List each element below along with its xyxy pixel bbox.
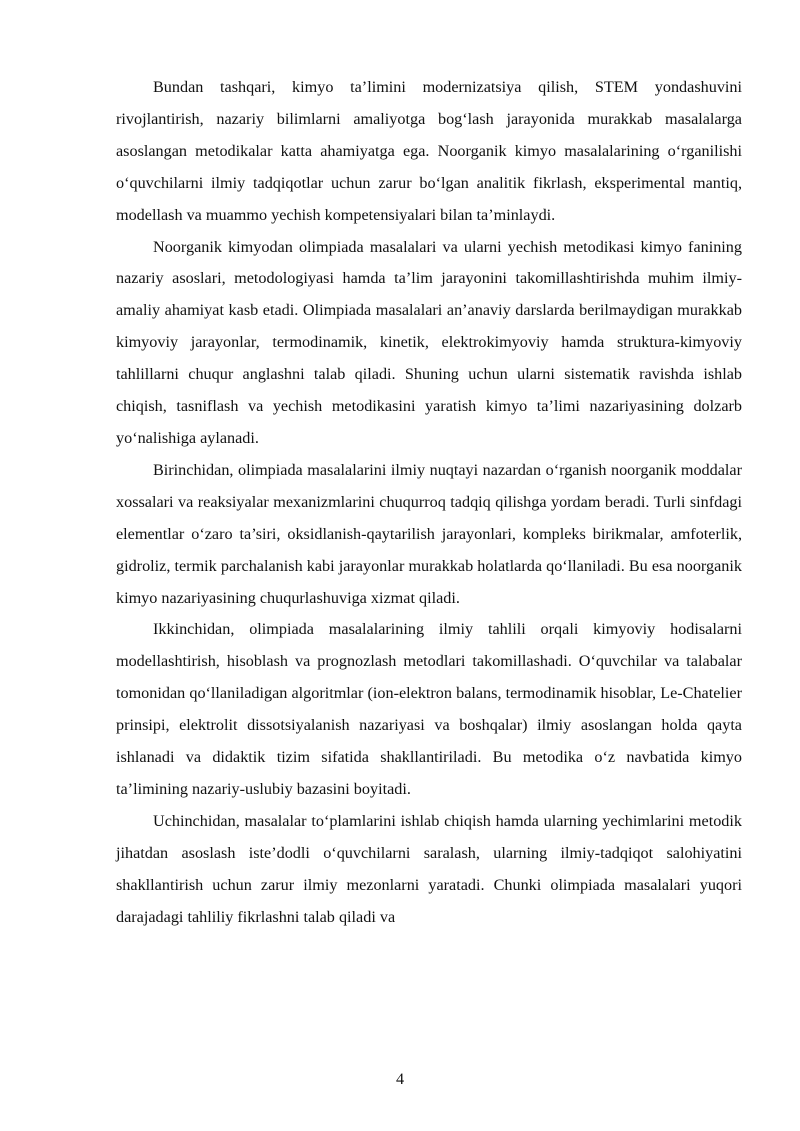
paragraph-thirdly: Uchinchidan, masalalar to‘plamlarini ishlab chiqish hamda ularning yechimlarini metodik jihatdan asoslash iste’dodli o‘quvchilarni saralash, ularning ilmiy-tadqiqot salohiyatini shakllantirish uchun zarur ilmiy mezonlarni yaratadi. Chunki olimpiada masalalari yuqori darajadagi tahliliy fikrlashni talab qiladi va (116, 811, 742, 926)
paragraph-firstly: Birinchidan, olimpiada masalalarini ilmiy nuqtayi nazardan o‘rganish noorganik moddalar xossalari va reaksiyalar mexanizmlarini chuqurroq tadqiq qilishga yordam beradi. Turli sinfdagi elementlar o‘zaro ta’siri, oksidlanish-qaytarilish jarayonlari, kompleks birikmalar, amfoterlik, gidroliz, termik parchalanish kabi jarayonlar murakkab holatlarda qo‘llaniladi. Bu esa noorganik kimyo nazariyasining chuqurlashuviga xizmat qiladi. (116, 460, 742, 607)
paragraph-modernization: Bundan tashqari, kimyo ta’limini modernizatsiya qilish, STEM yondashuvini rivojlantirish, nazariy bilimlarni amaliyotga bog‘lash jarayonida murakkab masalalarga asoslangan metodikalar katta ahamiyatga ega. Noorganik kimyo masalalarining o‘rganilishi o‘quvchilarni ilmiy tadqiqotlar uchun zarur bo‘lgan analitik fikrlash, eksperimental mantiq, modellash va muammo yechish kompetensiyalari bilan ta’minlaydi. (116, 78, 742, 224)
page-number: 4 (395, 1070, 405, 1088)
paragraph-olympiad-methodology: Noorganik kimyodan olimpiada masalalari va ularni yechish metodikasi kimyo fanining nazariy asoslari, metodologiyasi hamda ta’lim jarayonini takomillashtirishda muhim ilmiy- amaliy ahamiyat kasb etadi. Olimpiada masalalari an’anaviy darslarda berilmaydigan murakkab kimyoviy jarayonlar, termodinamik, kinetik, elektrokimyoviy hamda struktura-kimyoviy tahlillarni chuqur anglashni talab qiladi. Shuning uchun ularni sistematik ravishda ishlab chiqish, tasniflash va yechish metodikasini yaratish kimyo ta’limi nazariyasining dolzarb yo‘nalishiga aylanadi. (116, 237, 742, 447)
paragraph-secondly: Ikkinchidan, olimpiada masalalarining ilmiy tahlili orqali kimyoviy hodisalarni modellashtirish, hisoblash va prognozlash metodlari takomillashadi. O‘quvchilar va talabalar tomonidan qo‘llaniladigan algoritmlar (ion-elektron balans, termodinamik hisoblar, Le-Chatelier prinsipi, elektrolit dissotsiyalanish nazariyasi va boshqalar) ilmiy asoslangan holda qayta ishlanadi va didaktik tizim sifatida shakllantiriladi. Bu metodika o‘z navbatida kimyo ta’limining nazariy-uslubiy bazasini boyitadi. (116, 620, 742, 798)
document-body (116, 72, 742, 933)
